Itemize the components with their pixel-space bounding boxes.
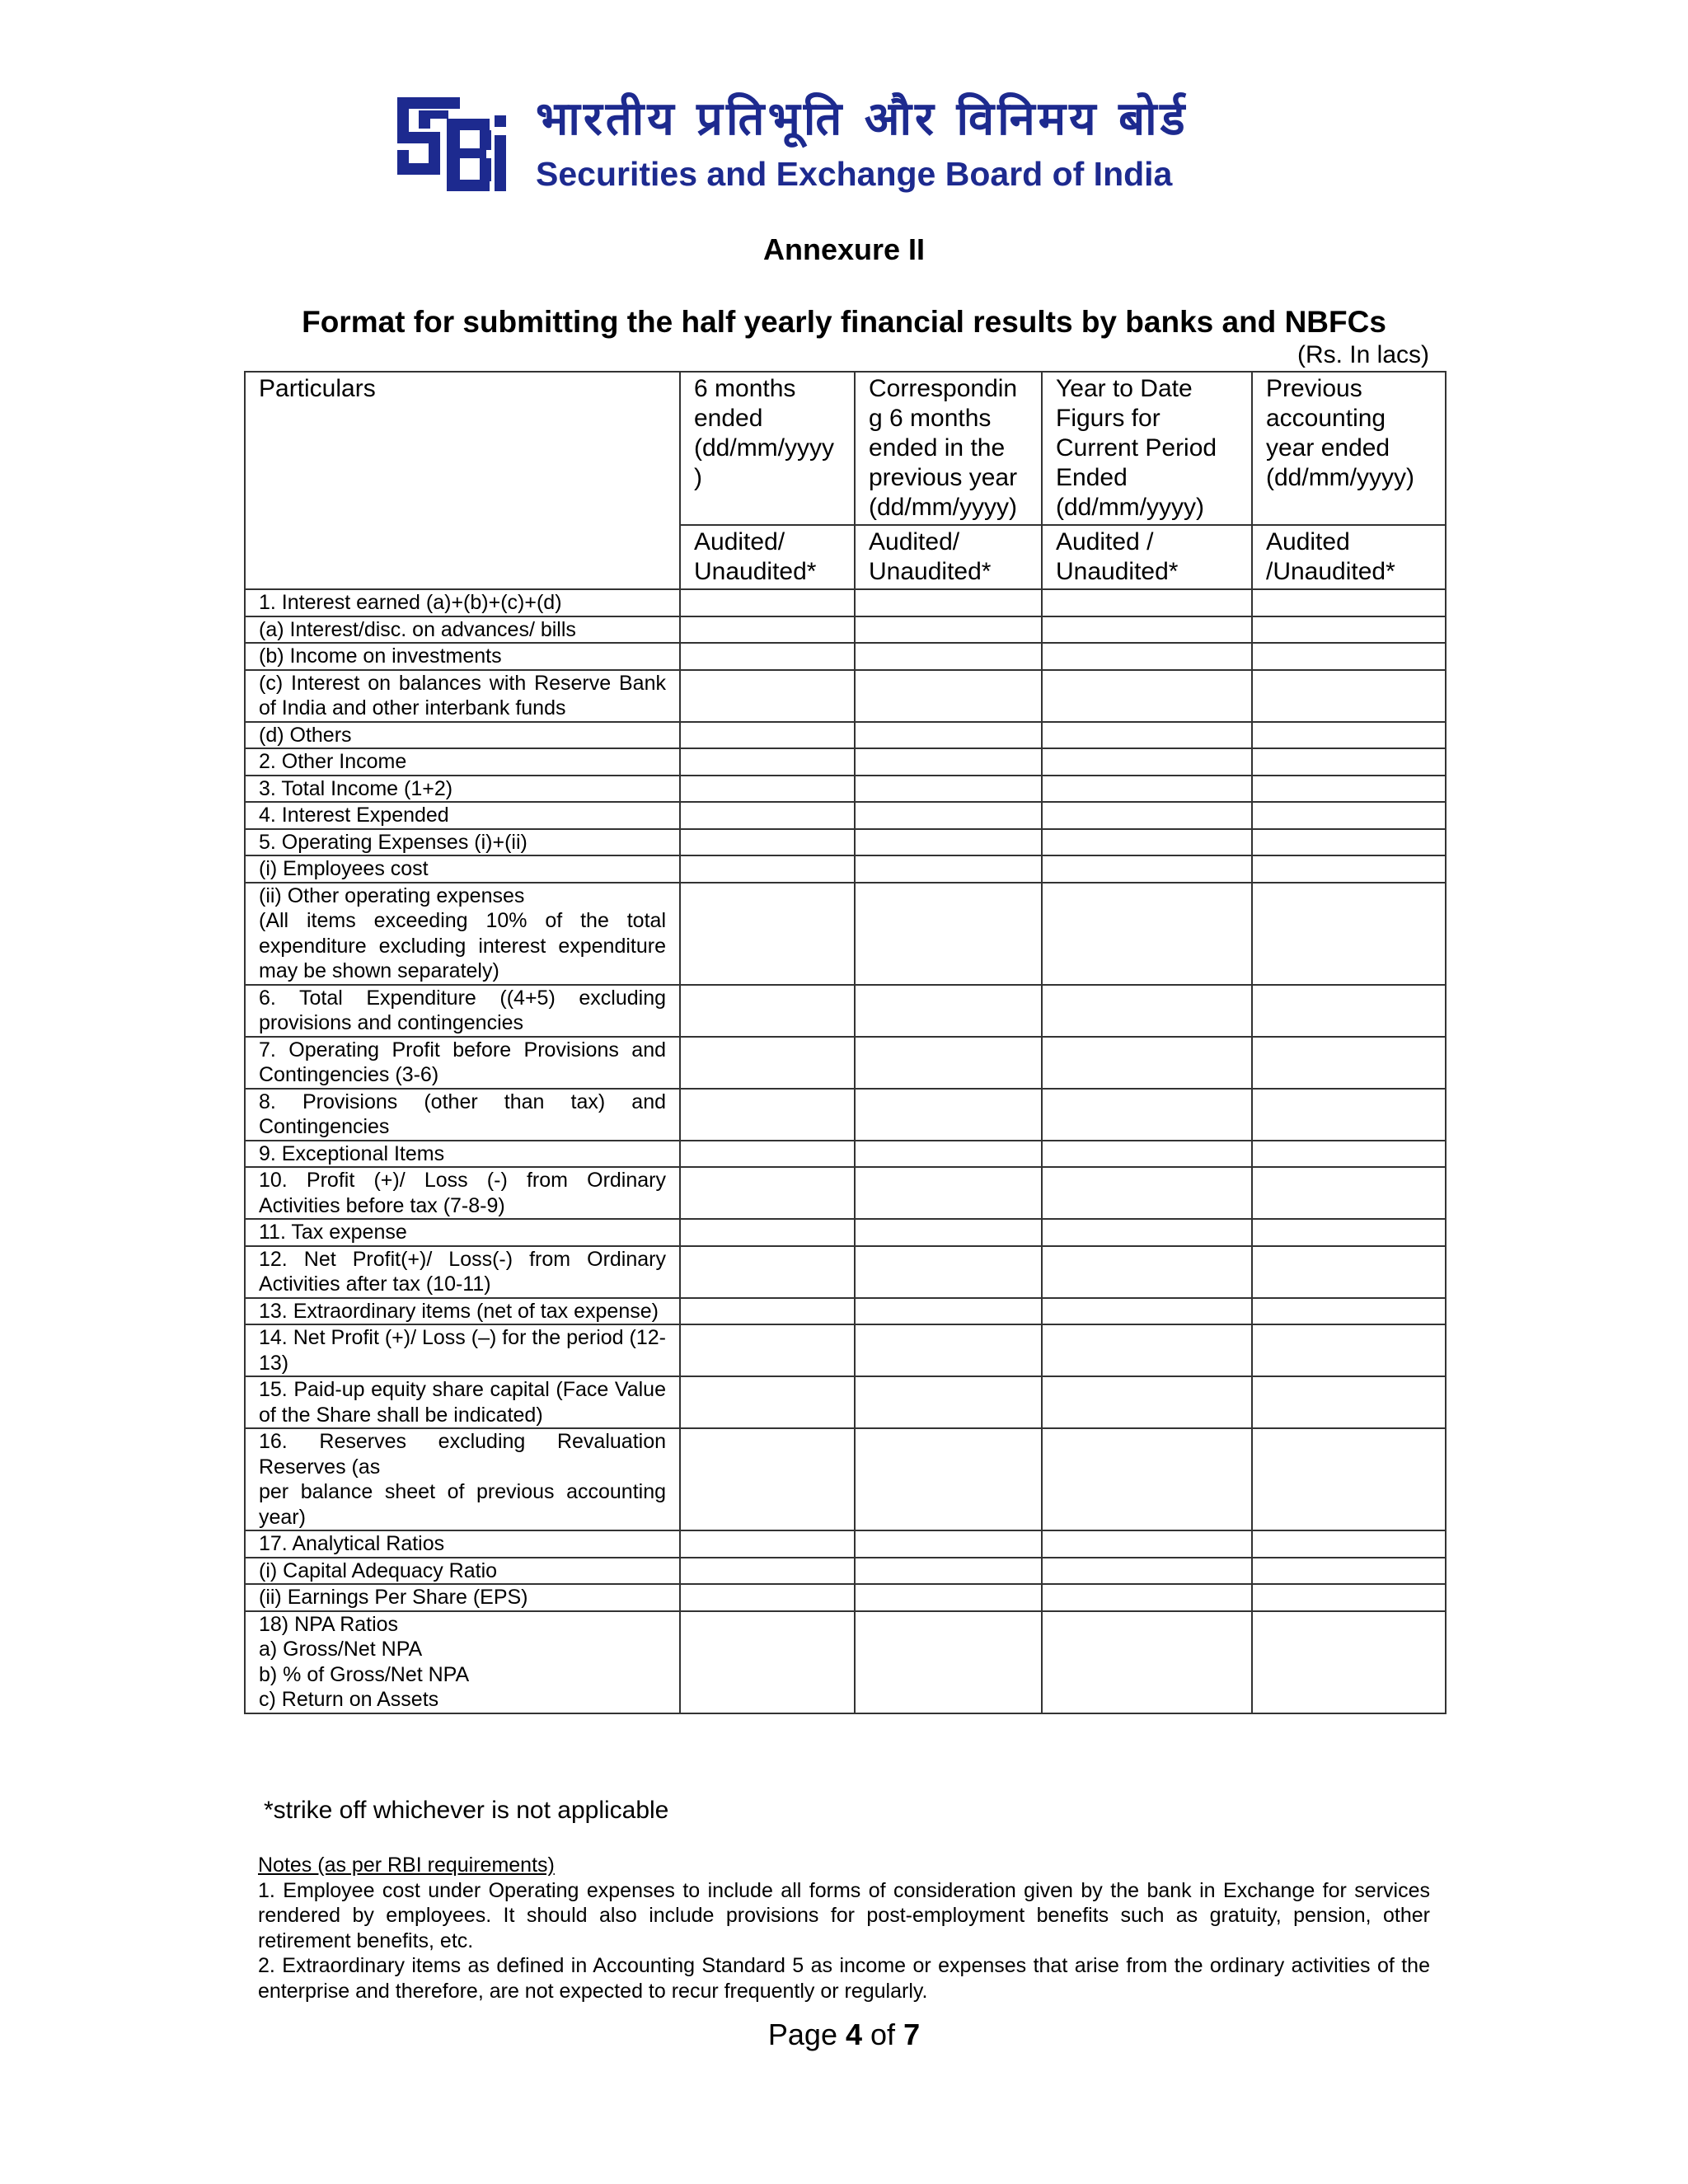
value-cell	[1042, 1089, 1252, 1141]
value-cell	[855, 1324, 1042, 1376]
value-cell	[680, 643, 855, 670]
notes-title: Notes (as per RBI requirements)	[258, 1854, 555, 1877]
row-particular: 12. Net Profit(+)/ Loss(-) from Ordinary Activities after tax (10-11)	[245, 1246, 680, 1298]
value-cell	[1252, 829, 1446, 856]
row-particular: (b) Income on investments	[245, 643, 680, 670]
row-particular: (d) Others	[245, 722, 680, 749]
column-header-corresponding-6-months: Correspondin g 6 months ended in the previous year (dd/mm/yyyy)	[855, 372, 1042, 525]
value-cell	[1252, 776, 1446, 803]
value-cell	[680, 1298, 855, 1325]
column-header-6-months: 6 months ended (dd/mm/yyyy )	[680, 372, 855, 525]
value-cell	[680, 1037, 855, 1089]
value-cell	[1042, 643, 1252, 670]
value-cell	[680, 1246, 855, 1298]
value-cell	[680, 1324, 855, 1376]
value-cell	[1252, 1298, 1446, 1325]
value-cell	[1252, 1219, 1446, 1246]
row-particular: 6. Total Expenditure ((4+5) excluding provisions and contingencies	[245, 985, 680, 1037]
value-cell	[855, 1558, 1042, 1585]
value-cell	[1042, 670, 1252, 722]
value-cell	[680, 670, 855, 722]
audit-label: Audited / Unaudited*	[1042, 525, 1252, 589]
table-row	[245, 883, 1446, 985]
value-cell	[855, 1428, 1042, 1530]
value-cell	[855, 1611, 1042, 1713]
value-cell	[680, 616, 855, 644]
row-particular: (ii) Other operating expenses (All items exceeding 10% of the total expenditure excluding interest expenditure may be shown separately)	[245, 883, 680, 985]
table-row	[245, 748, 1446, 776]
row-particular: 13. Extraordinary items (net of tax expense)	[245, 1298, 680, 1325]
value-cell	[680, 985, 855, 1037]
table-row	[245, 1167, 1446, 1219]
audit-label: Audited/ Unaudited*	[855, 525, 1042, 589]
table-row	[245, 802, 1446, 829]
page-of: of	[870, 2018, 896, 2051]
audit-label: Audited /Unaudited*	[1252, 525, 1446, 589]
value-cell	[1042, 1376, 1252, 1428]
value-cell	[855, 1298, 1042, 1325]
value-cell	[1252, 670, 1446, 722]
units-label: (Rs. In lacs)	[1296, 341, 1429, 368]
value-cell	[855, 1376, 1042, 1428]
value-cell	[855, 589, 1042, 616]
value-cell	[855, 802, 1042, 829]
value-cell	[1042, 1530, 1252, 1558]
table-row	[245, 1324, 1446, 1376]
value-cell	[1252, 1037, 1446, 1089]
table-row	[245, 1141, 1446, 1168]
value-cell	[1252, 643, 1446, 670]
value-cell	[855, 883, 1042, 985]
value-cell	[1042, 855, 1252, 883]
table-row	[245, 985, 1446, 1037]
row-particular: 4. Interest Expended	[245, 802, 680, 829]
value-cell	[1042, 829, 1252, 856]
row-particular: 17. Analytical Ratios	[245, 1530, 680, 1558]
letterhead	[394, 89, 1301, 196]
org-name-english: Securities and Exchange Board of India	[536, 155, 1173, 193]
row-particular: (ii) Earnings Per Share (EPS)	[245, 1584, 680, 1611]
value-cell	[1042, 776, 1252, 803]
table-row	[245, 855, 1446, 883]
value-cell	[855, 985, 1042, 1037]
value-cell	[1252, 722, 1446, 749]
value-cell	[1252, 1428, 1446, 1530]
value-cell	[680, 855, 855, 883]
audit-label: Audited/ Unaudited*	[680, 525, 855, 589]
value-cell	[1042, 802, 1252, 829]
row-particular: (i) Employees cost	[245, 855, 680, 883]
value-cell	[855, 616, 1042, 644]
row-particular: 8. Provisions (other than tax) and Contingencies	[245, 1089, 680, 1141]
value-cell	[680, 1141, 855, 1168]
table-row	[245, 616, 1446, 644]
value-cell	[855, 1037, 1042, 1089]
row-particular: (i) Capital Adequacy Ratio	[245, 1558, 680, 1585]
table-row	[245, 829, 1446, 856]
row-particular: 9. Exceptional Items	[245, 1141, 680, 1168]
value-cell	[1252, 1376, 1446, 1428]
value-cell	[1252, 748, 1446, 776]
value-cell	[855, 1584, 1042, 1611]
value-cell	[1042, 616, 1252, 644]
value-cell	[1042, 985, 1252, 1037]
value-cell	[680, 722, 855, 749]
value-cell	[1042, 1324, 1252, 1376]
value-cell	[855, 1167, 1042, 1219]
row-particular: 18) NPA Ratios a) Gross/Net NPA b) % of Gross/Net NPA c) Return on Assets	[245, 1611, 680, 1713]
value-cell	[1042, 748, 1252, 776]
value-cell	[1042, 1428, 1252, 1530]
note-item: 1. Employee cost under Operating expenses to include all forms of consideration given by the bank in Exchange for services rendered by employees. It should also include provisions for post-employment benefits such as gratuity, pension, other retirement benefits, etc.	[258, 1878, 1430, 1952]
sebi-logo	[394, 94, 509, 191]
value-cell	[680, 1611, 855, 1713]
value-cell	[1042, 1611, 1252, 1713]
value-cell	[1252, 1558, 1446, 1585]
org-name-hindi: भारतीय प्रतिभूति और विनिमय बोर्ड	[536, 92, 1189, 146]
value-cell	[1042, 1141, 1252, 1168]
value-cell	[1252, 1584, 1446, 1611]
value-cell	[855, 643, 1042, 670]
value-cell	[1042, 1246, 1252, 1298]
column-header-previous-year: Previous accounting year ended (dd/mm/yyyy)	[1252, 372, 1446, 525]
table-row	[245, 589, 1446, 616]
value-cell	[855, 670, 1042, 722]
value-cell	[855, 748, 1042, 776]
page-current: 4	[845, 2018, 863, 2051]
row-particular: 15. Paid-up equity share capital (Face Value of the Share shall be indicated)	[245, 1376, 680, 1428]
value-cell	[680, 1428, 855, 1530]
financial-results-table	[244, 371, 1447, 1714]
table-header-row	[245, 372, 1446, 525]
annexure-title: Annexure II	[762, 232, 926, 266]
value-cell	[855, 855, 1042, 883]
value-cell	[1042, 1584, 1252, 1611]
value-cell	[855, 1246, 1042, 1298]
table-row	[245, 643, 1446, 670]
value-cell	[680, 802, 855, 829]
value-cell	[680, 829, 855, 856]
value-cell	[1252, 1324, 1446, 1376]
value-cell	[1252, 855, 1446, 883]
row-particular: 1. Interest earned (a)+(b)+(c)+(d)	[245, 589, 680, 616]
value-cell	[1252, 1530, 1446, 1558]
row-particular: 3. Total Income (1+2)	[245, 776, 680, 803]
row-particular: 2. Other Income	[245, 748, 680, 776]
value-cell	[680, 883, 855, 985]
page-number	[0, 2018, 1688, 2052]
table-row	[245, 1530, 1446, 1558]
row-particular: 5. Operating Expenses (i)+(ii)	[245, 829, 680, 856]
table-row	[245, 1246, 1446, 1298]
value-cell	[855, 1219, 1042, 1246]
value-cell	[855, 722, 1042, 749]
value-cell	[1252, 1167, 1446, 1219]
table-row	[245, 1584, 1446, 1611]
table-row	[245, 1219, 1446, 1246]
row-particular: 14. Net Profit (+)/ Loss (–) for the period (12-13)	[245, 1324, 680, 1376]
value-cell	[680, 1089, 855, 1141]
value-cell	[1252, 1611, 1446, 1713]
value-cell	[855, 1141, 1042, 1168]
strike-off-note: *strike off whichever is not applicable	[264, 1797, 669, 1824]
table-row	[245, 1037, 1446, 1089]
value-cell	[1042, 1219, 1252, 1246]
value-cell	[855, 776, 1042, 803]
value-cell	[680, 748, 855, 776]
table-row	[245, 1089, 1446, 1141]
value-cell	[1252, 589, 1446, 616]
row-particular: (a) Interest/disc. on advances/ bills	[245, 616, 680, 644]
note-item: 2. Extraordinary items as defined in Accounting Standard 5 as income or expenses that arise from the ordinary activities of the enterprise and therefore, are not expected to recur frequently or regularly.	[258, 1954, 1430, 2003]
value-cell	[680, 776, 855, 803]
value-cell	[680, 1530, 855, 1558]
row-particular: 10. Profit (+)/ Loss (-) from Ordinary Activities before tax (7-8-9)	[245, 1167, 680, 1219]
value-cell	[680, 1376, 855, 1428]
table-row	[245, 1558, 1446, 1585]
row-particular: 16. Reserves excluding Revaluation Reserves (as per balance sheet of previous accounting year)	[245, 1428, 680, 1530]
value-cell	[680, 1558, 855, 1585]
value-cell	[855, 829, 1042, 856]
value-cell	[855, 1089, 1042, 1141]
table-row	[245, 1611, 1446, 1713]
value-cell	[1042, 883, 1252, 985]
page-prefix: Page	[767, 2018, 837, 2051]
table-row	[245, 776, 1446, 803]
column-header-particulars: Particulars	[245, 372, 680, 589]
value-cell	[1252, 1246, 1446, 1298]
notes-section	[258, 1853, 1430, 2004]
value-cell	[680, 1167, 855, 1219]
value-cell	[1042, 722, 1252, 749]
value-cell	[1252, 802, 1446, 829]
page-total: 7	[903, 2018, 921, 2051]
row-particular: (c) Interest on balances with Reserve Bank of India and other interbank funds	[245, 670, 680, 722]
value-cell	[1252, 985, 1446, 1037]
document-subtitle: Format for submitting the half yearly financial results by banks and NBFCs	[302, 305, 1386, 339]
table-row	[245, 1376, 1446, 1428]
value-cell	[680, 1584, 855, 1611]
value-cell	[1042, 1167, 1252, 1219]
value-cell	[1042, 589, 1252, 616]
table-row	[245, 670, 1446, 722]
row-particular: 7. Operating Profit before Provisions and Contingencies (3-6)	[245, 1037, 680, 1089]
value-cell	[1252, 1141, 1446, 1168]
value-cell	[680, 589, 855, 616]
value-cell	[1252, 1089, 1446, 1141]
value-cell	[1252, 883, 1446, 985]
value-cell	[680, 1219, 855, 1246]
value-cell	[855, 1530, 1042, 1558]
value-cell	[1042, 1558, 1252, 1585]
table-row	[245, 722, 1446, 749]
table-row	[245, 1298, 1446, 1325]
row-particular: 11. Tax expense	[245, 1219, 680, 1246]
column-header-year-to-date: Year to Date Figurs for Current Period Ended (dd/mm/yyyy)	[1042, 372, 1252, 525]
value-cell	[1252, 616, 1446, 644]
table-row	[245, 1428, 1446, 1530]
value-cell	[1042, 1298, 1252, 1325]
value-cell	[1042, 1037, 1252, 1089]
